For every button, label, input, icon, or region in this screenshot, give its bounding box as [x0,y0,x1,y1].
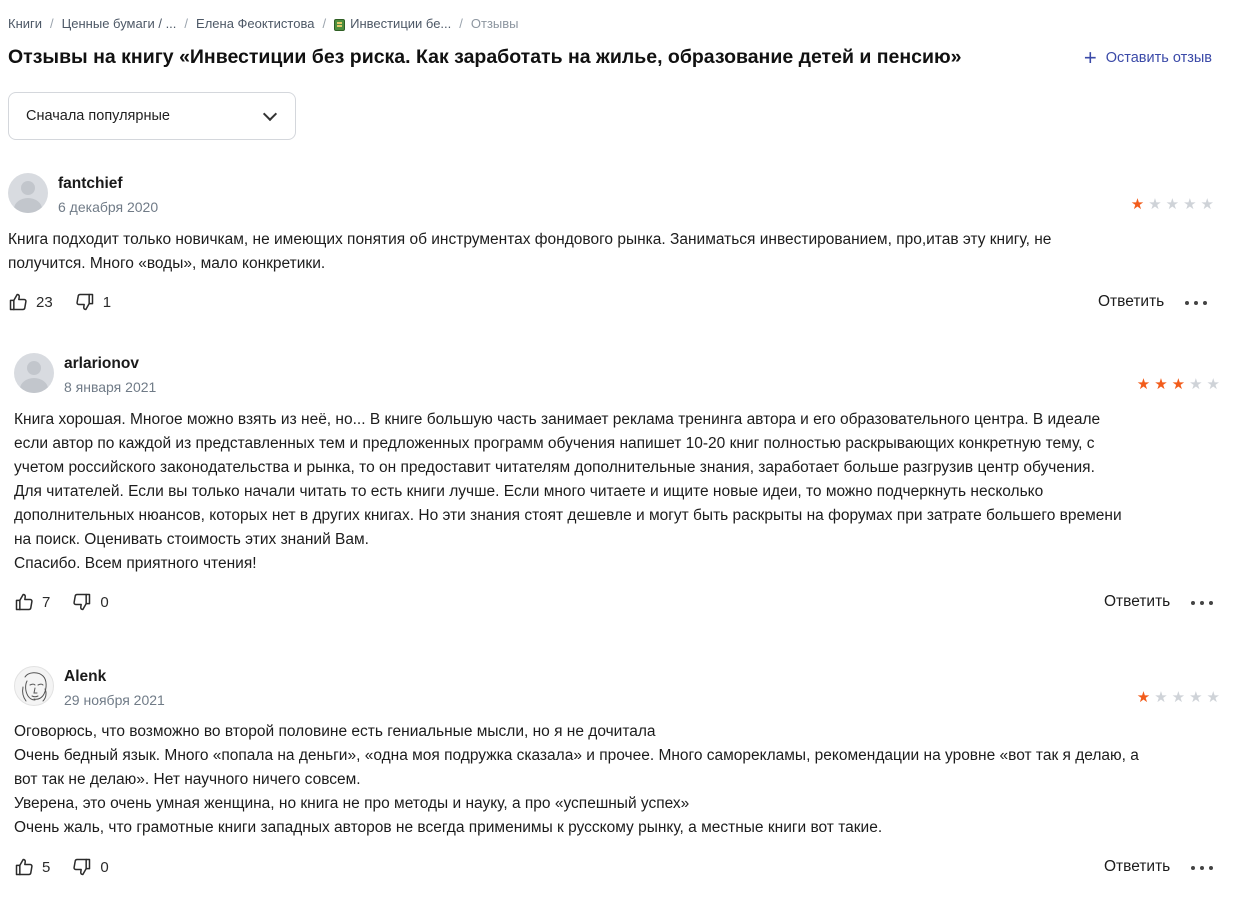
reply-button[interactable]: Ответить [1104,593,1171,610]
like-count: 5 [42,858,51,876]
review-line: Очень бедный язык. Много «попала на деньги», «одна моя подружка сказала» и прочее. Много саморекламы, рекомендации на уровне «вот так я делаю, а [14,747,1139,764]
breadcrumb-securities[interactable]: Ценные бумаги / ... [61,16,177,31]
review-date: 29 ноября 2021 [64,692,165,708]
review-date: 8 января 2021 [64,379,157,395]
review-line: Для читателей. Если вы только начали читать то есть книги лучше. Если много читаете и ищите новые идеи, то можно подчеркнуть несколько [14,483,1044,500]
star-filled-icon: ★ [1136,689,1151,706]
review-line: на поиск. Оценивать стоимость этих знаний Вам. [14,531,369,548]
dislike-button[interactable] [75,292,111,312]
thumbs-down-icon [72,857,92,877]
breadcrumb [8,16,519,31]
book-cover-icon [334,19,345,31]
breadcrumb-separator: / [50,16,54,31]
star-empty-icon: ★ [1171,689,1186,706]
like-button[interactable] [14,857,50,877]
dislike-count: 0 [100,593,109,611]
breadcrumb-separator: / [459,16,463,31]
review-line: вот так не делаю». Нет научного ничего совсем. [14,771,361,788]
avatar[interactable] [14,353,54,393]
star-empty-icon: ★ [1183,196,1197,213]
breadcrumb-separator: / [184,16,189,31]
like-button[interactable] [8,292,53,312]
dislike-button[interactable] [72,857,108,877]
review-line: получится. Много «воды», мало конкретики. [8,255,326,272]
review-card [14,666,1220,886]
reply-button[interactable]: Ответить [1104,858,1171,875]
star-empty-icon: ★ [1206,689,1220,706]
review-date: 6 декабря 2020 [58,199,159,215]
review-username[interactable]: fantchief [58,175,123,192]
add-review-label: Оставить отзыв [1105,50,1212,66]
avatar[interactable] [8,173,48,213]
thumbs-down-icon [72,592,92,612]
star-filled-icon: ★ [1136,376,1151,393]
review-line: Уверена, это очень умная женщина, но книга не про методы и науку, а про «успешный успех» [14,795,690,812]
star-empty-icon: ★ [1148,196,1162,213]
review-line: Книга подходит только новичкам, не имеющих понятия об инструментах фондового рынка. Заниматься инвестированием, про,итав эту книгу, не [8,231,1052,248]
more-options-icon[interactable] [1191,600,1213,606]
more-options-icon[interactable] [1185,300,1207,306]
review-text [14,408,1122,576]
review-text [14,720,1139,840]
star-empty-icon: ★ [1154,689,1168,706]
review-line: дополнительных нюансов, которых нет в других книгах. Но эти знания стоят дешевле и могут быть раскрыты на форумах при затрате большего времени [14,507,1122,524]
review-line: Оговорюсь, что возможно во второй половине есть гениальные мысли, но я не дочитала [14,723,656,740]
add-review-button[interactable] [1083,45,1212,70]
star-empty-icon: ★ [1200,196,1214,213]
sort-dropdown[interactable] [8,92,296,140]
plus-icon: + [1083,45,1097,70]
avatar[interactable] [14,666,54,706]
review-line: если автор по каждой из представленных тем и предложенных программ обучения напишет 10-20 книг полностью раскрывающих конкретную тему, с [14,435,1095,452]
thumbs-down-icon [75,292,95,312]
star-empty-icon: ★ [1206,376,1220,393]
breadcrumb-books[interactable]: Книги [8,16,43,31]
star-filled-icon: ★ [1130,196,1145,213]
like-count: 7 [42,593,51,611]
breadcrumb-book[interactable]: Инвестиции бе... [350,16,452,31]
breadcrumb-separator: / [322,16,327,31]
page-title: Отзывы на книгу «Инвестиции без риска. Как заработать на жилье, образование детей и пенсию» [8,46,962,68]
like-button[interactable] [14,592,50,612]
review-username[interactable]: arlarionov [64,355,139,372]
review-card [8,173,1214,323]
thumbs-up-icon [14,857,34,877]
star-filled-icon: ★ [1171,376,1186,393]
review-line: Книга хорошая. Многое можно взять из неё, но... В книге большую часть занимает реклама тренинга автора и его образовательного центра. В идеале [14,411,1101,428]
review-text [8,228,1051,276]
review-line: Очень жаль, что грамотные книги западных авторов не всегда применимы к русскому рынку, а местные книги вот такие. [14,819,883,836]
rating-stars [1137,377,1220,392]
vote-bar [8,292,111,312]
star-empty-icon: ★ [1189,689,1203,706]
breadcrumb-author[interactable]: Елена Феоктистова [196,16,315,31]
dislike-count: 0 [100,858,109,876]
review-card [14,353,1220,623]
dislike-count: 1 [102,293,112,311]
reply-button[interactable]: Ответить [1098,293,1165,310]
thumbs-up-icon [8,292,28,312]
like-count: 23 [36,293,53,311]
star-empty-icon: ★ [1165,196,1180,213]
breadcrumb-current: Отзывы [470,16,519,31]
star-empty-icon: ★ [1189,376,1203,393]
chevron-down-icon [263,106,277,120]
star-filled-icon: ★ [1154,376,1168,393]
thumbs-up-icon [14,592,34,612]
user-sketch-avatar-icon [15,667,54,706]
rating-stars [1131,197,1214,212]
dislike-button[interactable] [72,592,108,612]
review-line: учетом российского законодательства и рынка, то он предоставит читателям дополнительные знания, заработает больше разгрузив центр обучения. [14,459,1095,476]
rating-stars [1137,690,1220,705]
sort-value: Сначала популярные [26,108,170,124]
review-line: Спасибо. Всем приятного чтения! [14,555,257,572]
vote-bar [14,592,109,612]
review-username[interactable]: Alenk [64,668,107,685]
vote-bar [14,857,109,877]
more-options-icon[interactable] [1191,865,1213,871]
